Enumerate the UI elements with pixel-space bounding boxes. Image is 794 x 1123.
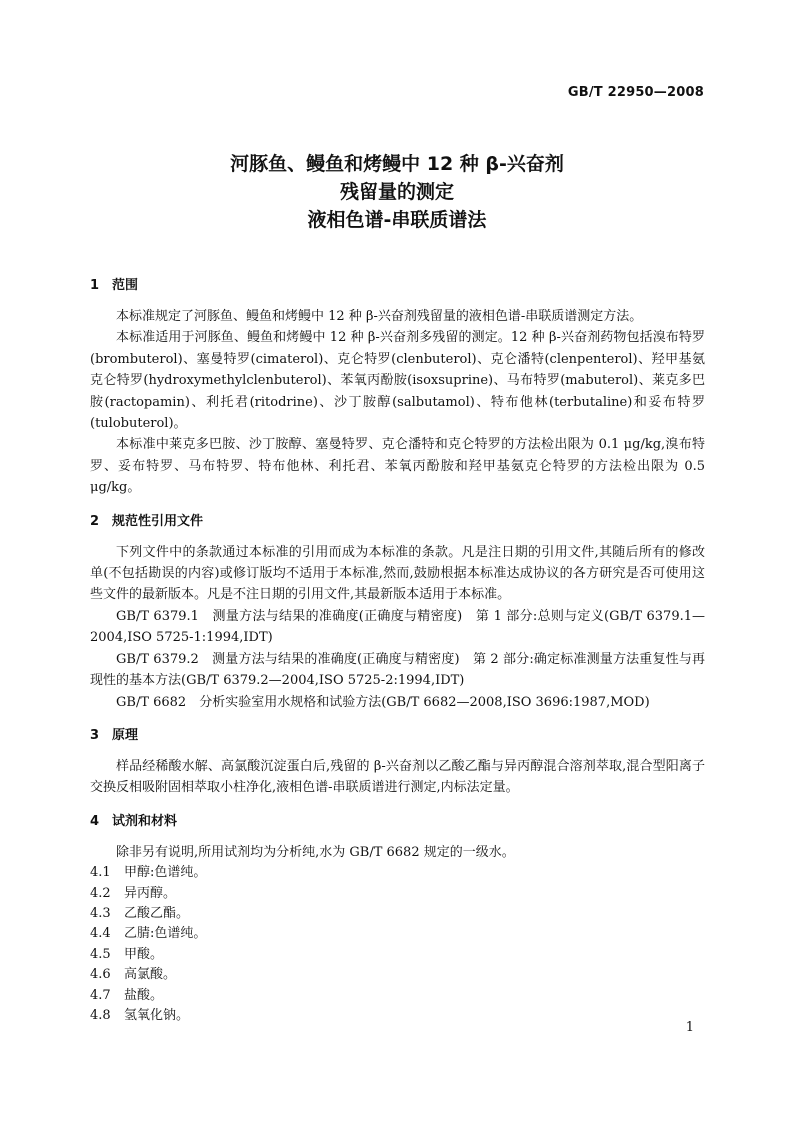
paragraph: 本标准适用于河豚鱼、鳗鱼和烤鳗中 12 种 β-兴奋剂多残留的测定。12 种 β-兴奋剂药物包括溴布特罗(brombuterol)、塞曼特罗(cimaterol)、克仑特罗(clenbuterol)、克仑潘特(clenpenterol)、羟甲基氨克仑特罗(hydroxymethylclenbuterol)、苯氧丙酚胺(isoxsuprine)、马布特罗(mabuterol)、莱克多巴胺(ractopamin)、利托君(ritodrine)、沙丁胺醇(salbutamol)、特布他林(terbutaline)和妥布特罗(tulobuterol)。 [90,330,705,432]
item-text: 异丙醇。 [124,885,177,901]
title-line-2: 残留量的测定 [339,181,454,203]
list-item [90,965,705,985]
item-text: 甲醇:色谱纯。 [124,865,207,881]
list-item [90,904,705,924]
document-body [90,276,705,1026]
item-text: 氢氧化钠。 [124,1007,190,1023]
item-number: 4.1 [90,865,111,881]
section-number: 2 [90,513,100,529]
item-number: 4.4 [90,926,111,942]
item-text: 甲酸。 [124,946,164,962]
list-item [90,884,705,904]
title-line-3: 液相色谱-串联质谱法 [307,209,487,231]
paragraph: 下列文件中的条款通过本标准的引用而成为本标准的条款。凡是注日期的引用文件,其随后所有的修改单(不包括勘误的内容)或修订版均不适用于本标准,然而,鼓励根据本标准达成协议的各方研究是否可使用这些文件的最新版本。凡是不注日期的引用文件,其最新版本适用于本标准。 [90,544,705,603]
title-line-1: 河豚鱼、鳗鱼和烤鳗中 12 种 β-兴奋剂 [230,153,564,175]
section-title: 范围 [112,278,139,293]
document-title [0,150,794,234]
item-number: 4.3 [90,905,111,921]
section-title: 规范性引用文件 [112,513,204,529]
item-text: 乙腈:色谱纯。 [124,926,207,942]
section-heading-principle [90,726,705,746]
item-number: 4.2 [90,885,111,901]
item-number: 4.5 [90,946,111,962]
reference-entry: GB/T 6379.1 测量方法与结果的准确度(正确度与精密度) 第 1 部分:总则与定义(GB/T 6379.1—2004,ISO 5725-1:1994,IDT) [90,608,705,646]
item-number: 4.7 [90,987,111,1003]
paragraph: 本标准中莱克多巴胺、沙丁胺醇、塞曼特罗、克仑潘特和克仑特罗的方法检出限为 0.1 μg/kg,溴布特罗、妥布特罗、马布特罗、特布他林、利托君、苯氧丙酚胺和羟甲基氨克仑特罗的方法检出限为 0.5 μg/kg。 [90,437,705,496]
list-item [90,863,705,883]
page-number: 1 [685,1020,694,1035]
section-number: 1 [90,278,100,293]
section-heading-scope [90,276,705,296]
standard-number: GB/T 22950—2008 [567,85,704,100]
item-text: 盐酸。 [124,987,164,1003]
list-item [90,924,705,944]
list-item [90,1006,705,1026]
list-item [90,986,705,1006]
section-number: 3 [90,727,100,743]
section-title: 原理 [112,727,139,743]
paragraph: 样品经稀酸水解、高氯酸沉淀蛋白后,残留的 β-兴奋剂以乙酸乙酯与异丙醇混合溶剂萃取,混合型阳离子交换反相吸附固相萃取小柱净化,液相色谱-串联质谱进行测定,内标法定量。 [90,758,705,796]
reference-entry: GB/T 6682 分析实验室用水规格和试验方法(GB/T 6682—2008,ISO 3696:1987,MOD) [116,694,650,710]
paragraph: 本标准规定了河豚鱼、鳗鱼和烤鳗中 12 种 β-兴奋剂残留量的液相色谱-串联质谱测定方法。 [116,309,643,324]
section-heading-reagents [90,812,705,832]
item-text: 乙酸乙酯。 [124,905,190,921]
paragraph: 除非另有说明,所用试剂均为分析纯,水为 GB/T 6682 规定的一级水。 [116,844,515,860]
item-number: 4.8 [90,1007,111,1023]
item-number: 4.6 [90,967,111,983]
reference-entry: GB/T 6379.2 测量方法与结果的准确度(正确度与精密度) 第 2 部分:确定标准测量方法重复性与再现性的基本方法(GB/T 6379.2—2004,ISO 5725-2:1994,IDT) [90,651,705,689]
section-heading-normative-references [90,512,705,532]
item-text: 高氯酸。 [124,967,177,983]
section-title: 试剂和材料 [112,813,178,829]
list-item [90,945,705,965]
section-number: 4 [90,813,100,829]
